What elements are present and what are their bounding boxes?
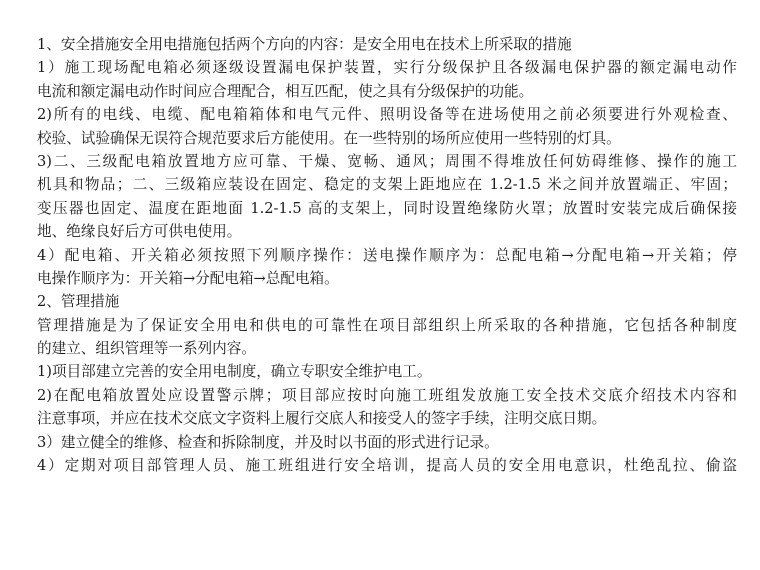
text-line: 电操作顺序为：开关箱→分配电箱→总配电箱。: [37, 269, 339, 287]
text-line: 1、安全措施安全用电措施包括两个方向的内容：是安全用电在技术上所采取的措施: [37, 36, 572, 53]
text-line: 2)在配电箱放置处应设置警示牌；项目部应按时向施工班组发放施工安全技术交底介绍技术内容和: [37, 386, 737, 404]
text-line: 地、绝缘良好后方可供电使用。: [37, 223, 242, 241]
text-line: 3)二、三级配电箱放置地方应可靠、干燥、宽畅、通风；周围不得堆放任何妨碍维修、操作的施工: [37, 152, 737, 170]
text-line: 管理措施是为了保证安全用电和供电的可靠性在项目部组织上所采取的各种措施，它包括各种制度: [37, 316, 737, 334]
text-line: 变压器也固定、温度在距地面 1.2-1.5 高的支架上，同时设置绝缘防火罩；放置时安装完成后确保接: [37, 199, 737, 217]
text-line: 1）施工现场配电箱必须逐级设置漏电保护装置，实行分级保护且各级漏电保护器的额定漏电动作: [37, 59, 737, 77]
text-line: 1)项目部建立完善的安全用电制度，确立专职安全维护电工。: [37, 363, 432, 381]
text-line: 3）建立健全的维修、检查和拆除制度，并及时以书面的形式进行记录。: [37, 433, 499, 451]
text-line: 2)所有的电线、电缆、配电箱箱体和电气元件、照明设备等在进场使用之前必须要进行外观检查、: [37, 106, 737, 124]
text-line: 电流和额定漏电动作时间应合理配合，相互匹配，使之具有分级保护的功能。: [37, 82, 534, 100]
text-line: 注意事项，并应在技术交底文字资料上履行交底人和接受人的签字手续，注明交底日期。: [37, 410, 607, 428]
text-line: 校验、试验确保无误符合规范要求后方能使用。在一些特别的场所应使用一些特别的灯具。: [37, 129, 621, 147]
text-line: 机具和物品；二、三级箱应装设在固定、稳定的支架上距地应在 1.2-1.5 米之间并放置端正、牢固；: [37, 176, 737, 194]
section-heading: 2、管理措施: [37, 293, 120, 311]
document-body: [37, 33, 737, 477]
text-line: 4）配电箱、开关箱必须按照下列顺序操作：送电操作顺序为：总配电箱→分配电箱→开关箱；停: [37, 246, 737, 264]
text-line: 4）定期对项目部管理人员、施工班组进行安全培训，提高人员的安全用电意识，杜绝乱拉、偷盗: [37, 457, 737, 475]
text-line: 的建立、组织管理等一系列内容。: [37, 340, 256, 358]
